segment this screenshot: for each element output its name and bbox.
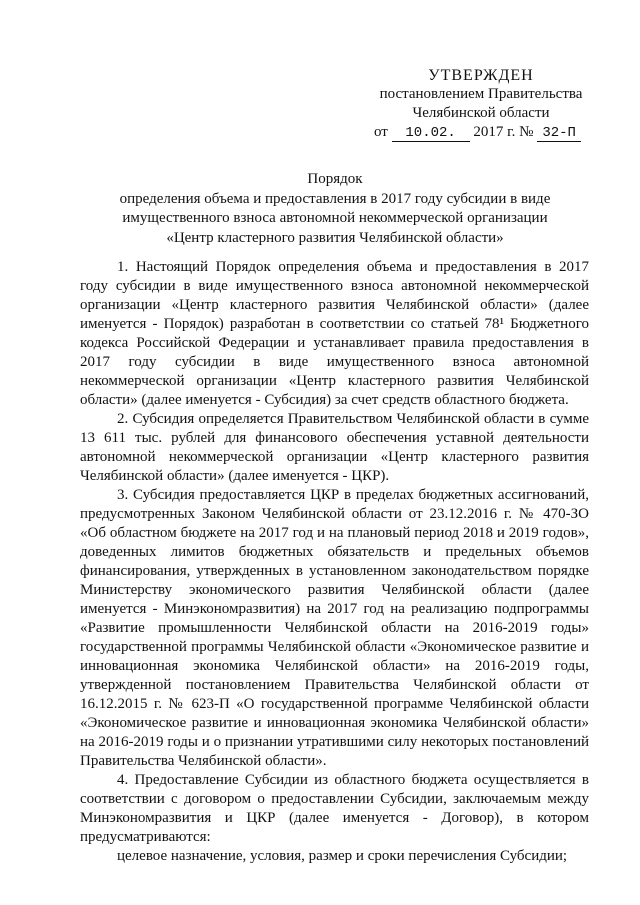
title-line-1: Порядок xyxy=(307,171,363,187)
year-text: 2017 г. № xyxy=(473,124,534,140)
paragraph-1: 1. Настоящий Порядок определения объема и предоставления в 2017 году субсидии в виде имущественного взноса автономной некоммерческой организации «Центр кластерного развития Челябинской области» (далее именуется - Порядок) разработан в соответствии со статьей 78¹ Бюджетного кодекса Российской Федерации и устанавливает правила предоставления в 2017 году субсидии в виде имущественного взноса автономной некоммерческой организации «Центр кластерного развития Челябинской области» (далее именуется - Субсидия) за счет средств областного бюджета. xyxy=(80,259,589,408)
paragraph-4-item: целевое назначение, условия, размер и сроки перечисления Субсидии; xyxy=(117,848,568,864)
title-line-4: «Центр кластерного развития Челябинской области» xyxy=(166,229,504,246)
document-body xyxy=(80,258,589,866)
date-prefix: от xyxy=(374,124,388,140)
approval-stamp xyxy=(376,66,586,142)
approval-date: 10.02. xyxy=(392,126,470,142)
approval-number: 32-П xyxy=(537,126,581,142)
document-title xyxy=(80,170,590,248)
approval-date-line xyxy=(374,123,586,142)
title-line-3: имущественного взноса автономной некоммерческой организации xyxy=(122,210,548,226)
paragraph-2: 2. Субсидия определяется Правительством Челябинской области в сумме 13 611 тыс. рублей для финансового обеспечения уставной деятельности автономной некоммерческой организации «Центр кластерного развития Челябинской области» (далее именуется - ЦКР). xyxy=(80,411,589,484)
approval-line-1: постановлением Правительства xyxy=(379,86,583,102)
title-line-2: определения объема и предоставления в 2017 году субсидии в виде xyxy=(119,190,551,207)
approval-heading: УТВЕРЖДЕН xyxy=(428,67,534,84)
paragraph-3: 3. Субсидия предоставляется ЦКР в пределах бюджетных ассигнований, предусмотренных Законом Челябинской области от 23.12.2016 г. № 470-ЗО «Об областном бюджете на 2017 год и на плановый период 2018 и 2019 годов», доведенных лимитов бюджетных обязательств и предельных объемов финансирования, утвержденных в установленном законодательством порядке Министерству экономического развития Челябинской области (далее именуется - Минэкономразвития) на 2017 год на реализацию подпрограммы «Развитие промышленности Челябинской области на 2016-2019 годы» государственной программы Челябинской области «Экономическое развитие и инновационная экономика Челябинской области» на 2016-2019 годы, утвержденной постановлением Правительства Челябинской области от 16.12.2015 г. № 623-П «О государственной программе Челябинской области «Экономическое развитие и инновационная экономика Челябинской области» на 2016-2019 годы и о признании утратившими силу некоторых постановлений Правительства Челябинской области». xyxy=(80,487,589,769)
paragraph-4: 4. Предоставление Субсидии из областного бюджета осуществляется в соответствии с договором о предоставлении Субсидии, заключаемым между Минэкономразвития и ЦКР (далее именуется - Договор), в котором предусматриваются: xyxy=(80,772,589,845)
approval-line-2: Челябинской области xyxy=(412,105,550,121)
